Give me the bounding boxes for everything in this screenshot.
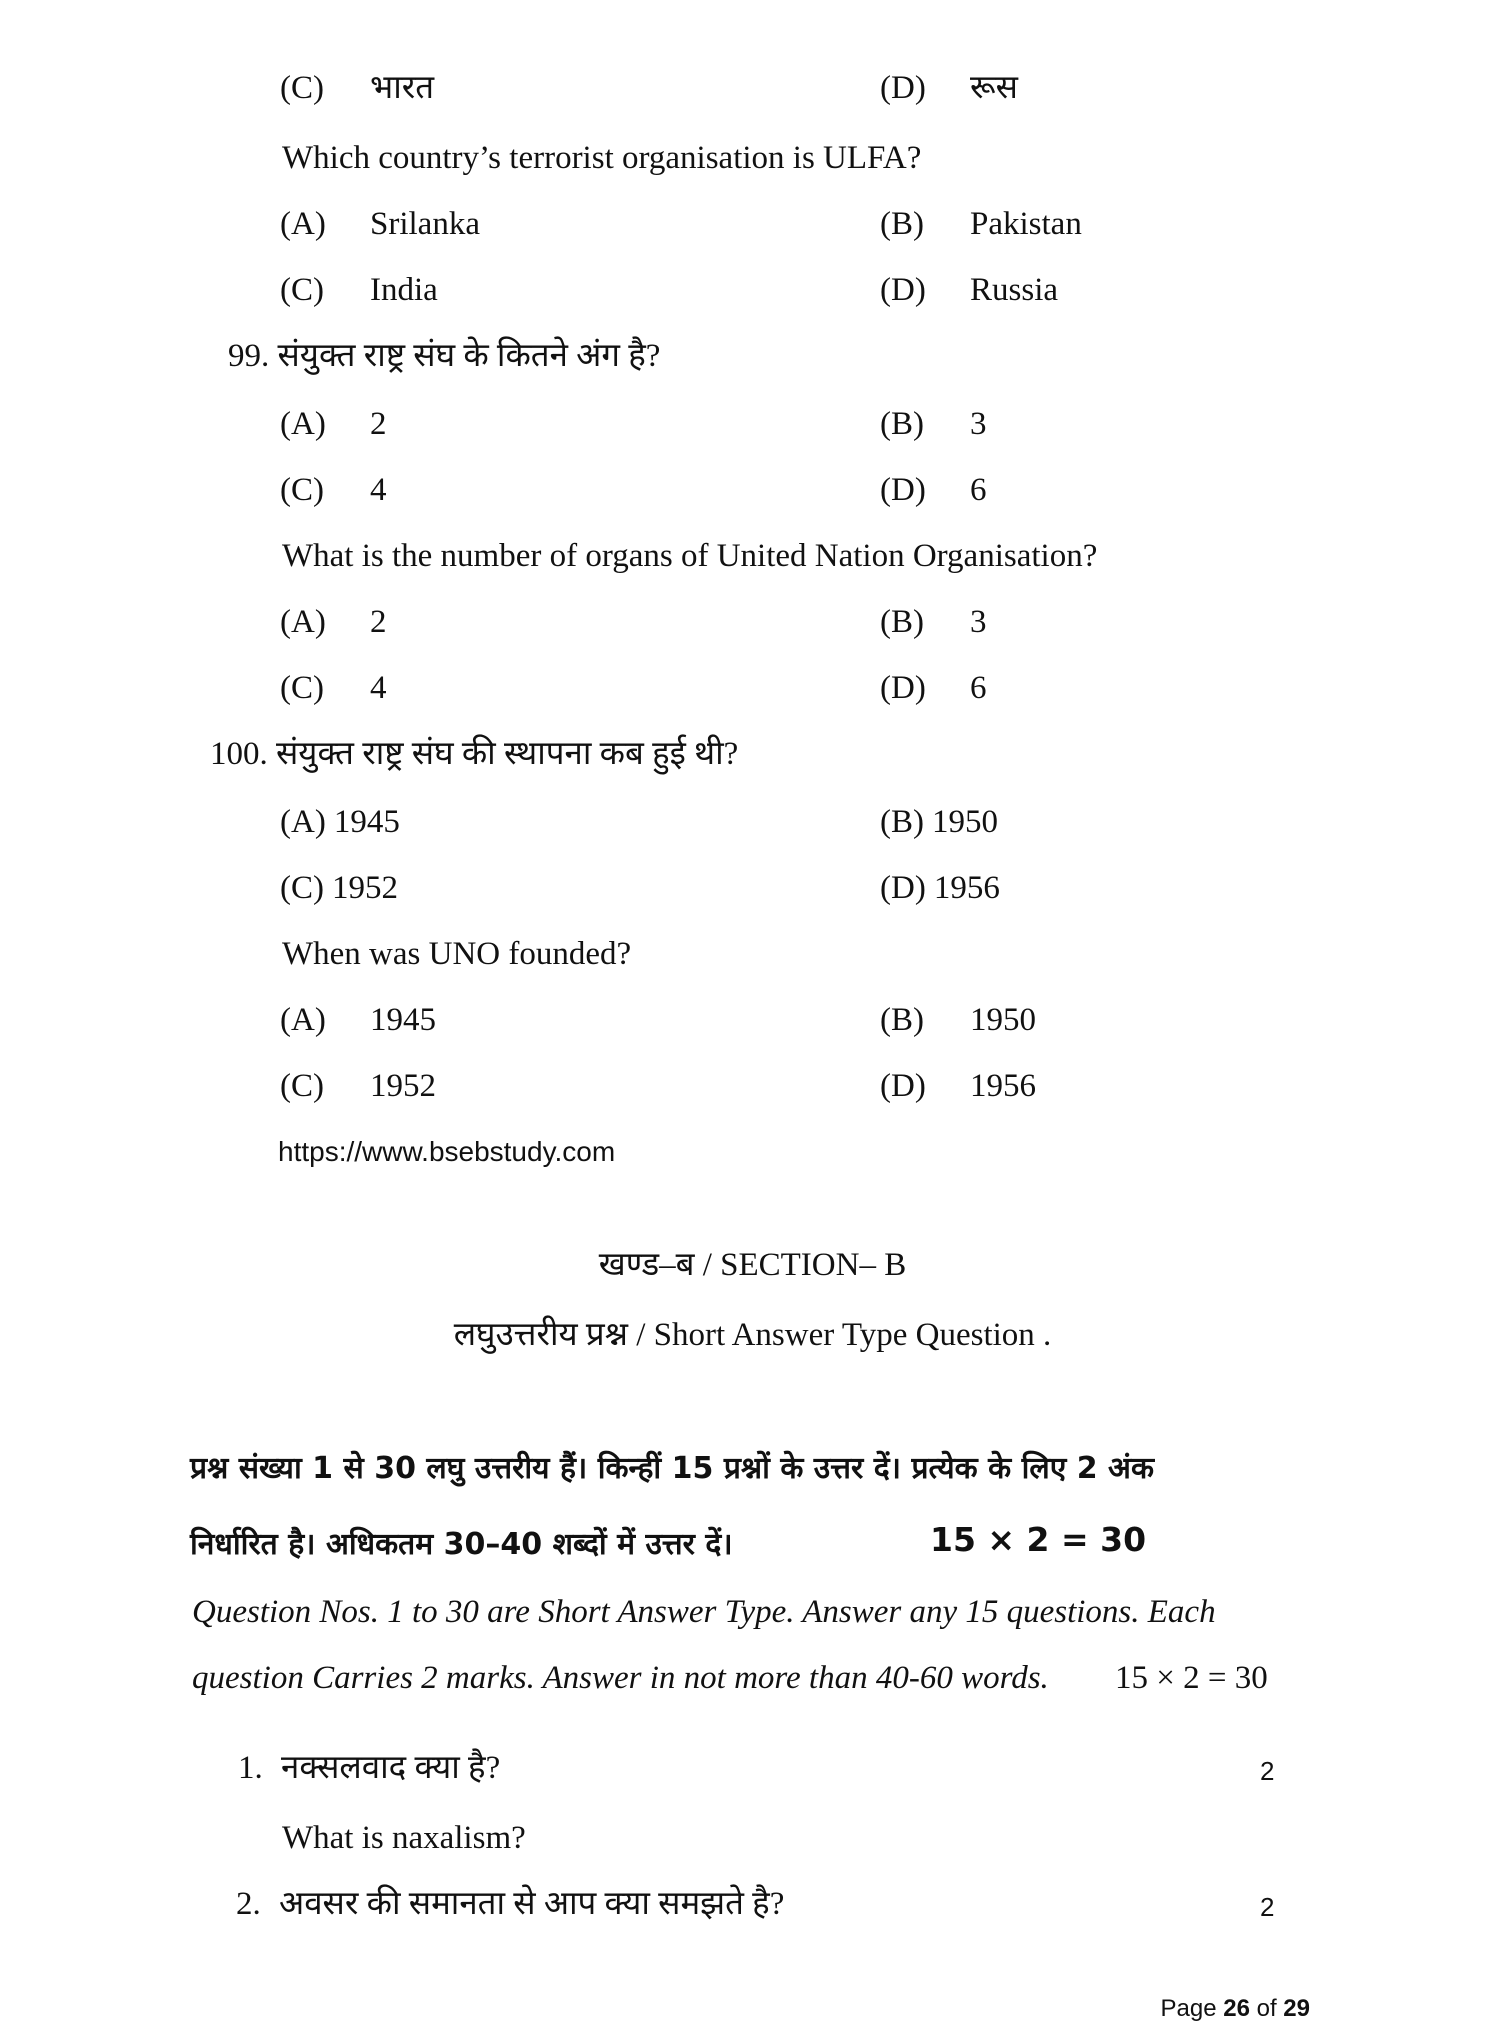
option-text: रूस — [970, 70, 1018, 106]
footer-middle: of — [1249, 1995, 1284, 2022]
q100-option-c-hi — [280, 868, 398, 908]
option-label: (D) — [880, 272, 926, 308]
q98-option-d-en — [880, 270, 1058, 310]
q99-option-c-en — [280, 668, 387, 708]
footer-prefix: Page — [1160, 1995, 1224, 2022]
option-text: 1950 — [932, 804, 998, 840]
option-label: (C) — [280, 870, 324, 906]
short-question-1-hi — [238, 1748, 500, 1788]
option-label: (C) — [280, 670, 324, 706]
option-label: (B) — [880, 406, 924, 442]
question-number: 1. — [238, 1750, 263, 1786]
option-text: Russia — [970, 272, 1059, 308]
option-text: Srilanka — [370, 206, 480, 242]
question-text: अवसर की समानता से आप क्या समझते है? — [279, 1886, 785, 1922]
option-text: 1945 — [370, 1002, 436, 1038]
option-label: (D) — [880, 670, 926, 706]
option-text: 3 — [970, 406, 987, 442]
q98-option-c-hi — [280, 68, 434, 108]
section-subtitle: लघुउत्तरीय प्रश्न / Short Answer Type Question . — [453, 1317, 1052, 1353]
instructions-hi-line1: प्रश्न संख्या 1 से 30 लघु उत्तरीय हैं। किन्हीं 15 प्रश्नों के उत्तर दें। प्रत्येक के लिए 2 अंक — [190, 1451, 1155, 1486]
option-text: India — [370, 272, 438, 308]
option-text: 1952 — [332, 870, 398, 906]
q98-option-d-hi — [880, 68, 1018, 108]
option-text: 1952 — [370, 1068, 436, 1104]
q100-option-a-en — [280, 1000, 436, 1040]
question-number: 99. — [228, 338, 270, 374]
option-label: (B) — [880, 604, 924, 640]
option-label: (D) — [880, 870, 926, 906]
option-label: (B) — [880, 1002, 924, 1038]
footer-page: 26 — [1223, 1995, 1250, 2022]
option-text: 1956 — [933, 870, 1000, 906]
option-text: भारत — [370, 70, 435, 106]
option-label: (A) — [280, 406, 326, 442]
option-label: (D) — [880, 70, 926, 106]
option-text: 4 — [370, 670, 387, 706]
question-number: 100. — [210, 736, 268, 772]
q100-option-c-en — [280, 1066, 436, 1106]
q100-option-d-hi — [880, 868, 1000, 908]
option-label: (A) — [280, 206, 326, 242]
q99-option-b-hi — [880, 404, 987, 444]
q99-question-en: What is the number of organs of United Nation Organisation? — [282, 538, 1098, 574]
instructions-en-formula: 15 × 2 = 30 — [1115, 1660, 1268, 1696]
option-text: 3 — [970, 604, 987, 640]
option-label: (B) — [880, 804, 924, 840]
short-question-1-marks: 2 — [1260, 1756, 1275, 1786]
q98-question-en: Which country’s terrorist organisation is ULFA? — [282, 140, 922, 176]
q99-question-hi — [228, 336, 660, 376]
short-question-2-hi — [236, 1884, 784, 1924]
option-label: (C) — [280, 472, 324, 508]
option-label: (D) — [880, 472, 926, 508]
option-text: 2 — [370, 604, 387, 640]
short-question-2-marks: 2 — [1260, 1892, 1275, 1922]
option-text: Pakistan — [970, 206, 1082, 242]
instructions-en-line2: question Carries 2 marks. Answer in not more than 40-60 words. — [192, 1660, 1049, 1696]
option-text: 1945 — [333, 804, 400, 840]
watermark-url: https://www.bsebstudy.com — [278, 1136, 616, 1167]
q100-question-hi — [210, 734, 738, 774]
option-label: (A) — [280, 1002, 326, 1038]
q99-option-a-en — [280, 602, 387, 642]
question-text: संयुक्त राष्ट्र संघ की स्थापना कब हुई थी? — [276, 736, 739, 772]
instructions-hi-formula: 15 × 2 = 30 — [930, 1520, 1147, 1559]
option-label: (A) — [280, 804, 326, 840]
q100-option-d-en — [880, 1066, 1036, 1106]
footer-total: 29 — [1283, 1995, 1310, 2022]
option-text: 6 — [970, 670, 987, 706]
page-number-footer — [1161, 1995, 1310, 2023]
option-label: (B) — [880, 206, 924, 242]
instructions-hi-line2: निर्धारित है। अधिकतम 30–40 शब्दों में उत्तर दें। — [190, 1527, 733, 1562]
question-number: 2. — [236, 1886, 261, 1922]
q100-question-en: When was UNO founded? — [282, 936, 632, 972]
q99-option-d-en — [880, 668, 987, 708]
q100-option-b-en — [880, 1000, 1036, 1040]
section-title: खण्ड–ब / SECTION– B — [598, 1247, 907, 1283]
short-question-1-en: What is naxalism? — [282, 1820, 526, 1856]
option-text: 6 — [970, 472, 987, 508]
option-label: (A) — [280, 604, 326, 640]
option-label: (D) — [880, 1068, 926, 1104]
q99-option-d-hi — [880, 470, 987, 510]
q98-option-a-en — [280, 204, 480, 244]
option-label: (C) — [280, 272, 324, 308]
q99-option-c-hi — [280, 470, 387, 510]
option-text: 1950 — [970, 1002, 1036, 1038]
option-text: 4 — [370, 472, 387, 508]
q99-option-b-en — [880, 602, 987, 642]
question-text: संयुक्त राष्ट्र संघ के कितने अंग है? — [277, 338, 661, 374]
option-label: (C) — [280, 1068, 324, 1104]
option-label: (C) — [280, 70, 324, 106]
q100-option-a-hi — [280, 802, 400, 842]
q98-option-c-en — [280, 270, 438, 310]
q99-option-a-hi — [280, 404, 387, 444]
option-text: 2 — [370, 406, 387, 442]
question-text: नक्सलवाद क्या है? — [281, 1750, 501, 1786]
instructions-en-line1: Question Nos. 1 to 30 are Short Answer Type. Answer any 15 questions. Each — [192, 1594, 1216, 1630]
q100-option-b-hi — [880, 802, 998, 842]
q98-option-b-en — [880, 204, 1082, 244]
option-text: 1956 — [970, 1068, 1036, 1104]
